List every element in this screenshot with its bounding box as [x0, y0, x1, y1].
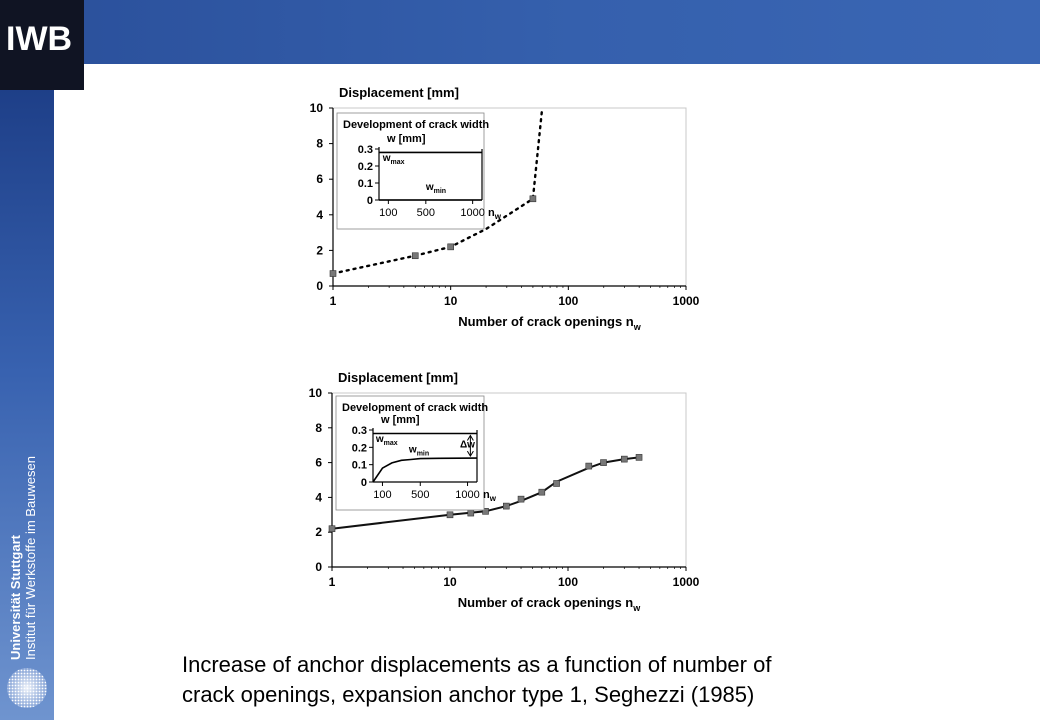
chart2-inset-y-tick-label: 0.2	[351, 442, 367, 455]
chart2-y-tick-label: 4	[315, 490, 322, 505]
chart2-x-tick-label: 1	[328, 575, 336, 589]
chart1-inset-x-tick-label: 1000	[460, 207, 485, 219]
chart2-y-tick-label: 0	[315, 560, 322, 574]
chart2-inset-x-tick-label: 500	[411, 489, 430, 501]
chart2-y-tick-label: 10	[308, 386, 322, 400]
caption-line-1: Increase of anchor displacements as a function of number of	[182, 652, 772, 677]
chart1-inset-y-tick-label: 0.3	[357, 144, 373, 156]
chart1-data-point	[448, 244, 454, 250]
chart1-y-tick-label: 0	[316, 279, 323, 293]
university-name: Universität Stuttgart	[8, 535, 23, 660]
chart2-inset-y-tick-label: 0.3	[351, 425, 367, 437]
chart2-inset-x-tick-label: 1000	[455, 489, 480, 501]
chart1-inset-x-tick-label: 500	[416, 207, 435, 219]
chart2-data-point	[586, 463, 592, 469]
chart1-data-point	[530, 196, 536, 202]
chart2-data-point	[554, 480, 560, 486]
chart2-x-tick-label: 100	[557, 575, 579, 589]
chart1-data-point	[330, 271, 336, 277]
chart2-inset-label: Δw	[459, 439, 475, 451]
chart2-inset-y-label: w [mm]	[381, 414, 420, 426]
chart1-inset-y-tick-label: 0	[366, 195, 373, 207]
university-seal-icon	[5, 666, 49, 710]
chart1-title: Displacement [mm]	[339, 85, 459, 100]
chart1-inset-label: $w_{min}$	[425, 181, 447, 195]
chart2-y-tick-label: 8	[315, 420, 322, 435]
chart2-inset-y-tick-label: 0	[360, 477, 367, 489]
chart2-x-axis-label: Number of crack openings $n_w$	[457, 595, 641, 613]
chart1-y-tick-label: 10	[309, 101, 323, 115]
chart1-y-tick-label: 2	[316, 243, 323, 258]
chart1-x-tick-label: 100	[558, 294, 579, 308]
figure-caption	[182, 650, 942, 710]
chart2-inset-label: $w_{min}$	[408, 444, 430, 458]
logo-text: IWB	[6, 20, 73, 58]
chart1-inset-x-label: $n_w$	[488, 207, 501, 221]
caption-line-2: crack openings, expansion anchor type 1, Seghezzi (1985)	[182, 682, 755, 707]
chart2-y-tick-label: 2	[315, 525, 322, 540]
chart2-inset-y-tick-label: 0.1	[351, 459, 367, 472]
chart1-inset-x-tick-label: 100	[379, 207, 398, 219]
chart2-inset-label: $w_{max}$	[375, 434, 398, 448]
chart2-x-tick-label: 1000	[672, 575, 700, 589]
chart2-data-point	[503, 503, 509, 509]
chart1-y-tick-label: 6	[316, 172, 323, 187]
chart1-x-tick-label: 1000	[672, 294, 700, 308]
chart2-inset-x-tick-label: 100	[373, 489, 392, 501]
chart1-x-tick-label: 1	[329, 294, 337, 308]
chart2-data-point	[329, 526, 335, 532]
chart2-data-point	[518, 496, 524, 502]
chart1-inset-y-tick-label: 0.2	[357, 161, 373, 173]
chart2-title: Displacement [mm]	[338, 370, 458, 385]
chart1-x-tick-label: 10	[443, 294, 458, 308]
chart1-inset-label: $w_{max}$	[382, 152, 405, 166]
chart2-x-tick-label: 10	[443, 575, 457, 589]
chart1-inset-title: Development of crack width	[343, 119, 490, 131]
chart2-data-point	[621, 456, 627, 462]
chart2-inset-x-label: $n_w$	[483, 489, 496, 503]
chart1-data-point	[412, 253, 418, 259]
chart1-inset-y-label: w [mm]	[387, 133, 426, 145]
chart2-data-point	[468, 510, 474, 516]
chart2-data-point	[601, 460, 607, 466]
chart2-y-tick-label: 6	[315, 455, 322, 470]
chart1-x-axis-label: Number of crack openings $n_w$	[458, 314, 641, 332]
chart2-data-point	[447, 512, 453, 518]
chart2-data-point	[636, 454, 642, 460]
chart2-inset-title: Development of crack width	[342, 402, 489, 414]
chart1-y-tick-label: 4	[316, 207, 323, 222]
chart1-inset-y-tick-label: 0.1	[357, 178, 373, 190]
chart1-y-tick-label: 8	[316, 136, 323, 151]
institute-name: Institut für Werkstoffe im Bauwesen	[23, 456, 38, 660]
chart2-data-point	[539, 489, 545, 495]
